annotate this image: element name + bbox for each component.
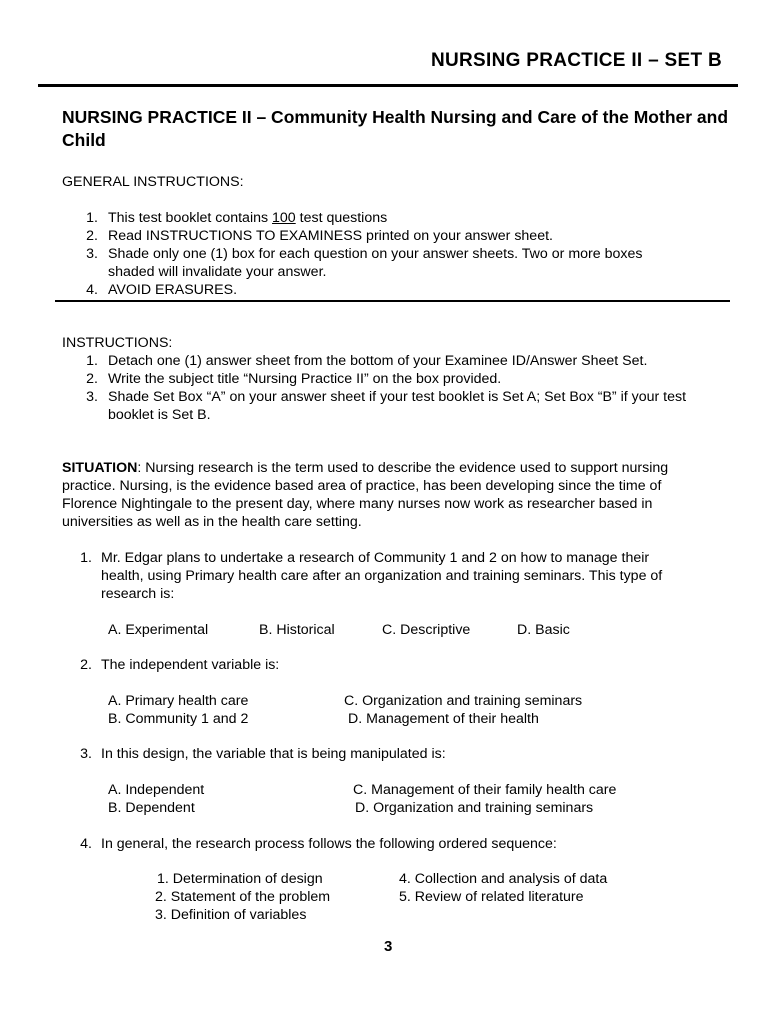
instruction-item-2: Write the subject title “Nursing Practice II” on the box provided. [108, 371, 502, 387]
general-item-3-line2: shaded will invalidate your answer. [108, 264, 327, 280]
instructions-heading: INSTRUCTIONS: [62, 335, 173, 351]
instruction-item-number: 1. [86, 353, 98, 369]
question-1-option-a: A. Experimental [108, 622, 209, 638]
situation-line-4: universities as well as in the health care setting. [62, 514, 362, 530]
situation-line-2: practice. Nursing, is the evidence based area of practice, has been developing since the time of [62, 478, 662, 494]
general-item-number: 3. [86, 246, 98, 262]
question-4-step: 1. Determination of design [157, 871, 323, 887]
question-3-option-b: B. Dependent [108, 800, 195, 816]
general-item-4: AVOID ERASURES. [108, 282, 238, 298]
general-item-number: 4. [86, 282, 98, 298]
question-1-line-3: research is: [101, 586, 175, 602]
question-1-line-1: Mr. Edgar plans to undertake a research of Community 1 and 2 on how to manage their [101, 550, 650, 566]
page-number: 3 [384, 938, 393, 955]
document-title: NURSING PRACTICE II – Community Health Nursing and Care of the Mother and Child [62, 107, 729, 150]
question-2-option-b: B. Community 1 and 2 [108, 711, 249, 727]
situation-line-3: Florence Nightingale to the present day, where many nurses now work as researcher based in [62, 496, 653, 512]
situation-text: : Nursing research is the term used to describe the evidence used to support nursing [137, 460, 669, 476]
general-item-3-line1: Shade only one (1) box for each question on your answer sheets. Two or more boxes [108, 246, 643, 262]
question-1-option-c: C. Descriptive [382, 622, 471, 638]
instruction-item-3-line2: booklet is Set B. [108, 407, 211, 423]
question-2-line-1: The independent variable is: [101, 657, 280, 673]
situation-line-1 [62, 459, 668, 477]
situation-label: SITUATION [62, 460, 138, 476]
question-1-line-2: health, using Primary health care after an organization and training seminars. This type of [101, 568, 663, 584]
question-number: 4. [80, 836, 92, 852]
question-3-line-1: In this design, the variable that is being manipulated is: [101, 746, 446, 762]
question-3-option-a: A. Independent [108, 782, 205, 798]
question-4-line-1: In general, the research process follows the following ordered sequence: [101, 836, 557, 852]
section-divider [55, 300, 730, 302]
general-item-1-pre: This test booklet contains [108, 210, 273, 226]
instruction-item-3-line1: Shade Set Box “A” on your answer sheet if your test booklet is Set A; Set Box “B” if your test [108, 389, 687, 405]
question-4-step: 3. Definition of variables [155, 907, 307, 923]
question-1-option-d: D. Basic [517, 622, 570, 638]
question-3-option-c: C. Management of their family health care [353, 782, 617, 798]
question-4-step: 4. Collection and analysis of data [399, 871, 608, 887]
page-header-title: NURSING PRACTICE II – SET B [430, 50, 722, 71]
general-instructions-heading: GENERAL INSTRUCTIONS: [62, 174, 244, 190]
general-item-number: 2. [86, 228, 98, 244]
header-rule [38, 84, 738, 87]
question-number: 3. [80, 746, 92, 762]
general-item-1 [108, 209, 387, 227]
question-2-option-a: A. Primary health care [108, 693, 249, 709]
question-number: 1. [80, 550, 92, 566]
question-2-option-c: C. Organization and training seminars [344, 693, 583, 709]
question-3-option-d: D. Organization and training seminars [355, 800, 594, 816]
general-item-2: Read INSTRUCTIONS TO EXAMINESS printed on your answer sheet. [108, 228, 553, 244]
question-4-step: 5. Review of related literature [399, 889, 584, 905]
question-4-step: 2. Statement of the problem [155, 889, 331, 905]
instruction-item-1: Detach one (1) answer sheet from the bottom of your Examinee ID/Answer Sheet Set. [108, 353, 648, 369]
question-2-option-d: D. Management of their health [348, 711, 539, 727]
question-number: 2. [80, 657, 92, 673]
general-item-1-post: test questions [295, 210, 388, 226]
general-item-number: 1. [86, 210, 98, 226]
instruction-item-number: 3. [86, 389, 98, 405]
instruction-item-number: 2. [86, 371, 98, 387]
question-1-option-b: B. Historical [259, 622, 335, 638]
question-count: 100 [272, 210, 296, 226]
